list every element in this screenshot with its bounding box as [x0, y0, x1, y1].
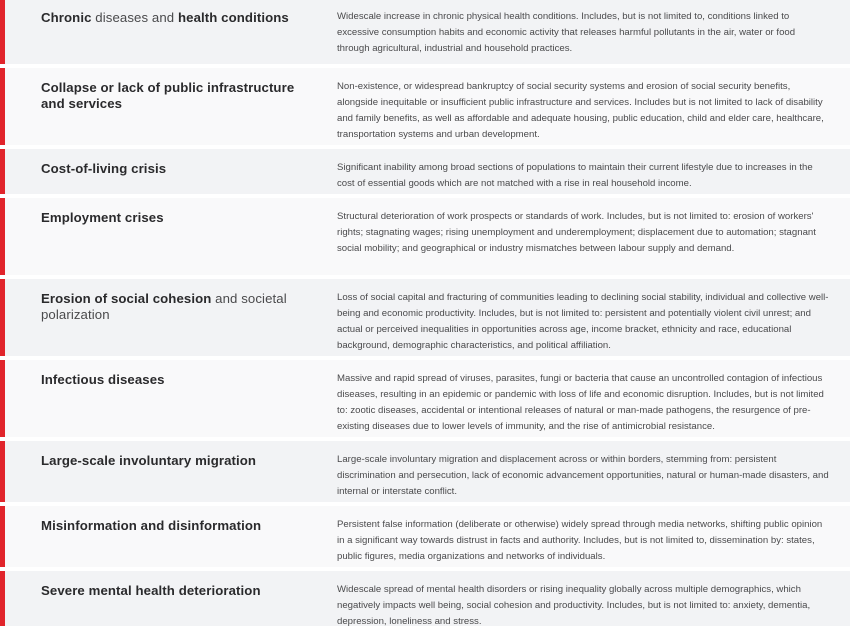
table-row [0, 279, 850, 356]
risk-description: Structural deterioration of work prospects or standards of work. Includes, but is not limited to: erosion of workers' rights; stagnating wages; rising unemployment and underemployment; displacement due to automation; stagnant social mobility; and geographical or industry mismatches between labour supply and demand. [337, 211, 816, 254]
title-part: Erosion of social cohesion [41, 291, 212, 306]
table-row [0, 441, 850, 502]
risk-description: Persistent false information (deliberate or otherwise) widely spread through media networks, shifting public opinion in a significant way towards distrust in facts and authority. Includes, but is not limited to, dissemination by: states, public figures, media organizations and networks of individuals. [337, 519, 823, 562]
risk-title [0, 571, 322, 626]
risk-title [0, 360, 322, 437]
table-row [0, 198, 850, 275]
risk-description: Widescale increase in chronic physical health conditions. Includes, but is not limited to, conditions linked to excessive consumption habits and economic activity that releases harmful pollutants in the air, water or food through agricultural, industrial and household practices. [337, 11, 796, 54]
risk-title [0, 506, 322, 567]
title-part: Severe mental health deterioration [41, 583, 261, 598]
accent-bar [0, 0, 5, 64]
accent-bar [0, 279, 5, 356]
accent-bar [0, 441, 5, 502]
table-row [0, 360, 850, 437]
title-part: Large-scale involuntary migration [41, 453, 257, 468]
accent-bar [0, 360, 5, 437]
accent-bar [0, 506, 5, 567]
risk-title [0, 279, 322, 356]
title-part: Misinformation and disinformation [41, 518, 262, 533]
accent-bar [0, 571, 5, 626]
risk-description: Widescale spread of mental health disorders or rising inequality globally across multiple demographics, which negatively impacts well being, social cohesion and productivity. Includes, but is not limited to: anxiety, dementia, depression, loneliness and stress. [337, 584, 811, 626]
risk-description: Large-scale involuntary migration and displacement across or within borders, stemming from: persistent discrimination and persecution, lack of economic advancement opportunities, natural or human-made disasters, and internal or interstate conflict. [337, 454, 829, 497]
title-part: Cost-of-living crisis [41, 161, 167, 176]
table-row [0, 506, 850, 567]
title-part: Employment crises [41, 210, 164, 225]
table-row [0, 571, 850, 626]
risk-description: Significant inability among broad sections of populations to maintain their current lifestyle due to increases in the cost of essential goods which are not matched with a rise in real household income. [337, 162, 813, 189]
risk-title [0, 0, 322, 64]
accent-bar [0, 198, 5, 275]
table-row [0, 0, 850, 64]
title-part: diseases and [91, 10, 178, 25]
risk-title [0, 68, 322, 145]
title-part: and societal polarization [41, 291, 287, 322]
risk-description: Non-existence, or widespread bankruptcy of social security systems and erosion of social security benefits, alongside inequitable or insufficient public infrastructure and services. Includes but is not limited to lack of disability and family benefits, as well as affordable and adequate housing, public education, child and elder care, healthcare, transportation systems and urban development. [337, 81, 824, 140]
table-row [0, 68, 850, 145]
risk-description: Loss of social capital and fracturing of communities leading to declining social stability, individual and collective well-being and economic productivity. Includes, but is not limited to: persistent and potentially violent civil unrest; and actual or perceived inequalities in opportunities across age, income bracket, ethnicity and race, educational background, demographic characteristics, and political affiliation. [337, 292, 829, 351]
title-part: Chronic [41, 10, 92, 25]
risk-title [0, 149, 322, 194]
risk-title [0, 198, 322, 275]
accent-bar [0, 68, 5, 145]
title-part: Collapse or lack of public infrastructure and services [41, 80, 295, 111]
title-part: Infectious diseases [41, 372, 165, 387]
table-row [0, 149, 850, 194]
title-part: health conditions [177, 10, 289, 25]
risk-description: Massive and rapid spread of viruses, parasites, fungi or bacteria that cause an uncontrolled contagion of infectious diseases, resulting in an epidemic or pandemic with loss of life and economic disruption. Includes, but is not limited to: zootic diseases, accidental or intentional releases of natural or man-made pathogens, the resurgence of pre-existing diseases due to lower levels of immunity, and the rise of antimicrobial resistance. [337, 373, 824, 432]
accent-bar [0, 149, 5, 194]
risk-title [0, 441, 322, 502]
